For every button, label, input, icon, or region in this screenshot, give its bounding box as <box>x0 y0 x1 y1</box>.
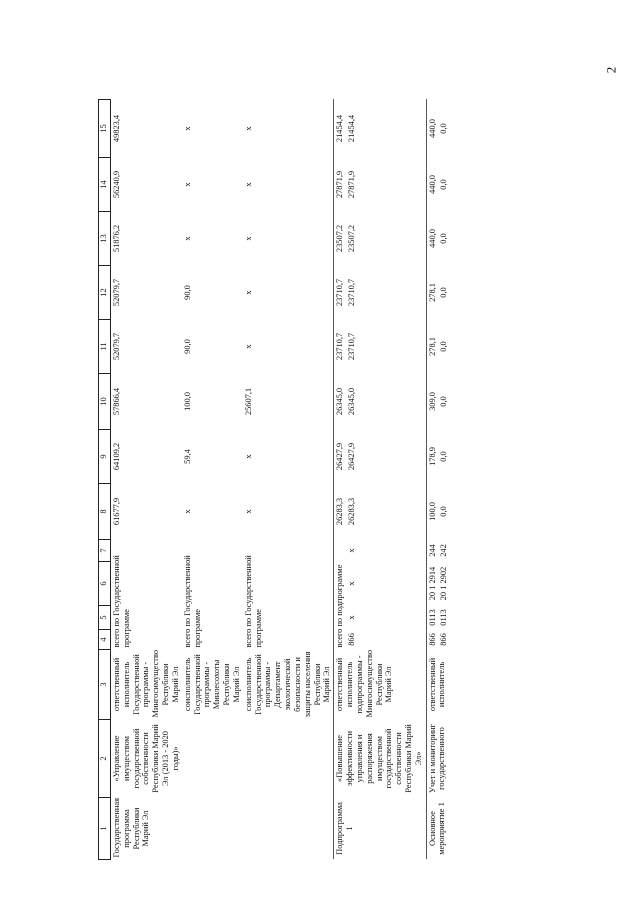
codes-label: всего по Государственной программе <box>112 555 131 648</box>
value-cell: x <box>243 236 253 241</box>
table-row <box>334 100 346 860</box>
value-cell: x <box>182 182 192 187</box>
header-col-15: 15 <box>99 100 111 158</box>
value-cell: 59,4 <box>182 449 192 464</box>
value-cell: 178,9 <box>426 430 438 484</box>
value-cell: 0,0 <box>439 233 449 244</box>
value-cell: 278,1 <box>426 320 438 374</box>
program-type: Государственная программа Республики Марий Эл <box>112 798 151 858</box>
value-cell: 0,0 <box>439 123 449 134</box>
header-col-4: 4 <box>99 630 111 650</box>
code-target: 20 1 2914 <box>426 562 438 606</box>
subprogram-name: «Повышение эффективности управления и распоряжения имуществом государственной собственности Республики Марий Эл» <box>334 720 426 798</box>
value-cell: 23710,7 <box>347 278 357 307</box>
activity-name: Учет и мониторинг государственного <box>426 720 450 798</box>
header-col-3: 3 <box>99 650 111 720</box>
value-cell: 27871,9 <box>334 158 346 212</box>
header-col-5: 5 <box>99 606 111 630</box>
program-name: «Управление имуществом государственной собственности Республики Марий Эл (2013 - 2020 годы)» <box>112 724 180 793</box>
code-section: x <box>347 615 357 620</box>
value-cell: 26427,9 <box>347 442 357 471</box>
header-col-2: 2 <box>99 720 111 798</box>
value-cell: x <box>182 509 192 514</box>
value-cell: 23710,7 <box>334 266 346 320</box>
code-section: 0113 <box>426 606 438 630</box>
table-row <box>426 100 438 860</box>
table-row <box>111 100 182 860</box>
header-col-9: 9 <box>99 430 111 484</box>
code-kind: 244 <box>426 540 438 562</box>
value-cell: 23507,2 <box>334 212 346 266</box>
header-col-6: 6 <box>99 562 111 606</box>
header-col-13: 13 <box>99 212 111 266</box>
value-cell: 90,0 <box>182 285 192 300</box>
value-cell: x <box>182 126 192 131</box>
code-target: x <box>347 581 357 586</box>
value-cell: x <box>243 290 253 295</box>
value-cell: 51876,2 <box>112 224 121 253</box>
value-cell: 26283,3 <box>347 497 357 526</box>
value-cell: x <box>243 509 253 514</box>
value-cell: 57866,4 <box>112 387 121 416</box>
value-cell: 21454,4 <box>334 100 346 158</box>
value-cell: 56240,9 <box>112 170 121 199</box>
code-target: 20 1 2902 <box>439 566 449 601</box>
value-cell: 23507,2 <box>347 224 357 253</box>
budget-table <box>98 99 450 860</box>
value-cell: 26345,0 <box>334 374 346 430</box>
executor: соисполнитель Государственной программы - Департамент экологической безопасности и защиты населения Республики Марий Эл <box>243 651 332 718</box>
value-cell: 27871,9 <box>347 170 357 199</box>
value-cell: 440,0 <box>426 212 438 266</box>
header-col-12: 12 <box>99 266 111 320</box>
codes-label: всего по Государственной программе <box>182 555 202 648</box>
value-cell: 0,0 <box>439 506 449 517</box>
value-cell: 440,0 <box>426 158 438 212</box>
value-cell: 440,0 <box>426 100 438 158</box>
page-number: 2 <box>603 66 619 74</box>
code-section: 0113 <box>439 609 449 626</box>
header-col-11: 11 <box>99 320 111 374</box>
value-cell: 23710,7 <box>334 320 346 374</box>
value-cell: 100,0 <box>426 484 438 540</box>
header-col-14: 14 <box>99 158 111 212</box>
value-cell: 309,0 <box>426 374 438 430</box>
code-gov: 866 <box>426 630 438 650</box>
executor: соисполнитель Государственной программы - Минлесохоты Республики Марий Эл <box>182 654 241 715</box>
value-cell: 61677,9 <box>112 497 121 526</box>
value-cell: 49823,4 <box>112 114 121 143</box>
activity-type: Основное мероприятие 1 <box>426 798 450 860</box>
value-cell: 52079,7 <box>112 278 121 307</box>
value-cell: 0,0 <box>439 179 449 190</box>
value-cell: 26283,3 <box>334 484 346 540</box>
value-cell: 0,0 <box>439 451 449 462</box>
header-col-8: 8 <box>99 484 111 540</box>
value-cell: x <box>243 126 253 131</box>
header-col-7: 7 <box>99 540 111 562</box>
header-col-10: 10 <box>99 374 111 430</box>
executor: ответственный исполнитель подпрограммы - Мингосимущество Республики Марий Эл <box>334 650 426 720</box>
subprogram-type: Подпрограмма 1 <box>334 798 426 860</box>
value-cell: 90,0 <box>182 339 192 354</box>
value-cell: 0,0 <box>439 396 449 407</box>
value-cell: 100,0 <box>182 392 192 411</box>
value-cell: 25607,1 <box>243 387 253 416</box>
value-cell: 23710,7 <box>347 332 357 361</box>
value-cell: x <box>182 236 192 241</box>
value-cell: x <box>243 454 253 459</box>
value-cell: x <box>243 344 253 349</box>
header-row <box>99 100 111 860</box>
code-kind: x <box>347 548 357 553</box>
header-col-1: 1 <box>99 798 111 860</box>
value-cell: 26427,9 <box>334 430 346 484</box>
value-cell: 278,1 <box>426 266 438 320</box>
value-cell: 0,0 <box>439 341 449 352</box>
codes-label: всего по Государственной программе <box>243 555 263 648</box>
value-cell: 26345,0 <box>347 387 357 416</box>
code-kind: 242 <box>439 544 449 557</box>
value-cell: x <box>243 182 253 187</box>
executor: ответственный исполнитель <box>426 650 450 720</box>
rotated-table-area <box>98 100 550 860</box>
value-cell: 52079,7 <box>112 332 121 361</box>
codes-label: всего по подпрограмме <box>334 540 346 650</box>
value-cell: 21454,4 <box>347 114 357 143</box>
value-cell: 0,0 <box>439 287 449 298</box>
code-gov: 866 <box>439 633 449 646</box>
value-cell: 64109,2 <box>112 442 121 471</box>
executor: ответственный исполнитель Государственной программы - Мингосимущество Республики Марий Эл <box>112 649 180 718</box>
code-gov: 866 <box>347 633 357 646</box>
